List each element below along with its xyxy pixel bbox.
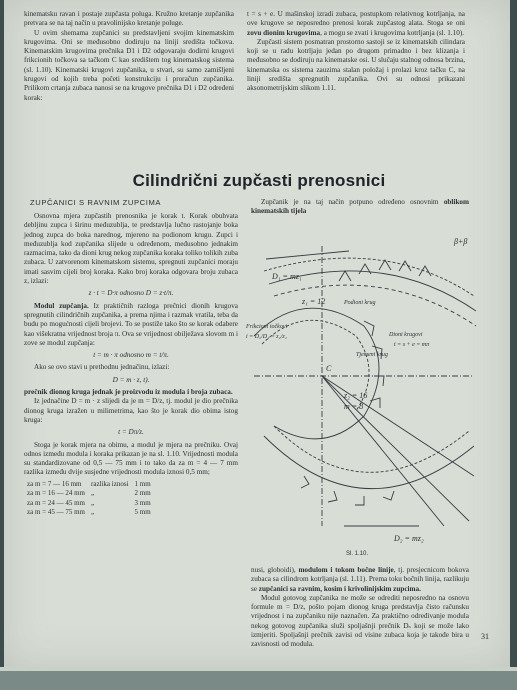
table-row: za m = 16 — 24 mm „ 2 mm bbox=[27, 489, 151, 498]
figure-label: z₁ = 12 bbox=[302, 297, 326, 306]
paragraph: Modul gotovog zupčanika ne može se odrediti neposredno na osnovu formule m = D/z, pošto pojam dionog kruga predstavlja čisto računsku vrijednost i na zupčaniku nije naznačen. Za praktično određivanje modula nekog gotovog zupčanika služi spoljašnji prečnik Dₛ koji se može lako izmjeriti. Spoljašnji prečnik zavisi od visine zubaca koja je takođe bira u zavisnosti od modula. bbox=[251, 593, 469, 649]
paragraph: Zupčasti sistem posmatran prostorno sastoji se iz kinematskih cilindara koji se u radu kotrljaju jedan po drugom primadno i bez klizanja i međusobno se dodiruju na kinematske osi. U slučaju stalnog odnosa brzina, kinematska os sistema zauzima stalan položaj i prolazi kroz tačku C, na liniji središta spregnutih zupčanika. Ovi su odnosi prikazani aksonometrijskim slikom 1.11. bbox=[247, 37, 465, 93]
figure-label: C bbox=[326, 364, 332, 373]
paragraph: nusi, globoidi), modulom i tokom bočne linije, tj. presjecnicom bokova zubaca sa cilindrom kotrljanja (sl. 1.11). Prema toku bočnih linija, razlikuju se zupčanici sa ravnim, kosim i krivolinijskim zupcima. bbox=[251, 566, 469, 593]
lower-gear-outline bbox=[264, 436, 474, 489]
figure-label: m = 8 bbox=[344, 402, 364, 411]
radius-line bbox=[322, 376, 444, 526]
paragraph: kinematsku ravan i postaje zupčasta poluga. Kružno kretanje zupčanika pretvara se na taj način u pravolinijsko kretanje poluge. bbox=[24, 10, 234, 28]
formula: D = m · z, t). bbox=[112, 375, 150, 384]
figure-label: D₂ = mz₂ bbox=[394, 534, 424, 543]
paragraph: Osnovna mjera zupčastih prenosnika je korak t. Korak obuhvata debljinu zupca i širinu međuzublja, te predstavlja lučno rastojanje boka jednog zupca do boka narednog, mjereno na podionom krugu. Zupci i međuzublja kod zupčanika slijede u određenom, međusobno jednakim razmacima, tako da dioni krug nekog zupčanika koraka toliko tolikih zuba zubaca. U zatvorenom kinematskom sistemu, spregnuti zupčanici moraju imati sasvim cijeli broj koraka. Kako broj koraka odgovara broju zubaca z, izlazi: bbox=[24, 212, 238, 286]
right-body-column bbox=[251, 566, 469, 650]
figure-label: β+β bbox=[454, 237, 468, 246]
term-modul: Modul zupčanja. bbox=[34, 301, 89, 310]
right-intro bbox=[251, 198, 469, 217]
module-table bbox=[24, 480, 154, 518]
term-oblik: oblikom kinematskih tijela bbox=[251, 198, 469, 216]
left-body-column bbox=[24, 212, 238, 517]
paragraph: Stoga je korak mjera na obimu, a modul je mjera na prečniku. Ovaj odnos između modula i koraka prikazan je na sl. 1.10. Vrijednosti modula su standardizovane od 0,5 — 75 mm i to tako da za m = 4 — 7 mm razlika između dvije susjedne vrijednosti modula iznosi 0,5 mm; bbox=[24, 440, 238, 477]
table-row: za m = 45 — 75 mm „ 5 mm bbox=[27, 507, 151, 516]
book-page bbox=[4, 0, 510, 667]
figure-caption: Sl. 1.10. bbox=[346, 551, 369, 557]
figure-label: Podioni krug bbox=[344, 300, 376, 306]
figure-label: i = D₂/D₁ = z₂/z₁ bbox=[246, 334, 287, 340]
term-dioni-krugovi: zovu dionim krugovima bbox=[247, 28, 321, 37]
paragraph: Ako se ovo stavi u prethodnu jednačinu, izlazi: bbox=[34, 363, 170, 372]
table-row: za m = 7 — 16 mm razlika iznosi 1 mm bbox=[27, 479, 151, 488]
formula: z · t = D·π odnosno D = z·t/π. bbox=[88, 289, 174, 298]
figure-label: t = s + e = mπ bbox=[394, 342, 430, 348]
paragraph: U ovim shemama zupčanici su predstavljeni svojim kinematskim krugovima. Oni se međusobno dodiruju na liniji središta točkova. Kinematskim krugovima prečnika D1 i D2 odgovaraju dodirni krugovi frikcionih točkova sa tačkom C kao središtem tog kinematskog sistema (sl. 1.10). Kinematski krugovi zupčanika, u stvari, su samo zamišljeni krugovi od kojih treba početi konstrukciju i proračun zupčanika. Prilikom crtanja zubaca nanosi se na krugove prečnika D1 i D2 određeni korak: bbox=[24, 28, 234, 102]
gear-mesh-figure bbox=[244, 226, 479, 546]
figure-label: z₂ = 16 bbox=[344, 391, 368, 400]
table-row: za m = 24 — 45 mm „ 3 mm bbox=[27, 498, 151, 507]
figure-label: D₁ = mz₁ bbox=[272, 272, 302, 281]
rule-heading: prečnik dionog kruga jednak je proizvodu iz modula i broja zubaca. bbox=[24, 388, 233, 397]
background-strip bbox=[0, 667, 517, 690]
paragraph: Zupčanik je na taj način potpuno određeno osnovnim oblikom kinematskih tijela bbox=[251, 198, 469, 216]
section-title: Cilindrični zupčasti prenosnici bbox=[132, 171, 386, 190]
paragraph: t = s + e. U mašinskoj izradi zubaca, postupkom relativnog kotrljanja, na ove krugove se neposredno prenosi korak zupčastog alata. Stoga se oni zovu dionim krugovima, a mogu se zvati i krugovima kotrljanja (sl. 1.10). bbox=[247, 10, 465, 37]
figure-label: Tjemeni krug bbox=[356, 352, 388, 358]
formula: t = m · π odnosno m = t/π. bbox=[93, 351, 169, 360]
paragraph: Modul zupčanja. Iz praktičnih razloga prečnici dionih krugova spregnutih cilindričnih zupčanika, a prema njima i razmak vratila, teba da budu po mogućnosti cijeli brojevi. To se postiže tako što se korak odabere kao višekratna vrijednost broja π. Ova se vrijednost obilježava slovom m i zove se modul zupčanja: bbox=[24, 301, 238, 347]
paragraph: Iz jednačine D = m · z slijedi da je m = D/z, tj. modul je dio prečnika dionog kruga izražen u milimetrima, kao što je korak dio obima istog kruga: bbox=[24, 397, 238, 424]
lower-teeth bbox=[301, 476, 394, 505]
subheading: ZUPČANICI S RAVNIM ZUPCIMA bbox=[30, 198, 162, 207]
dimension-arrow bbox=[266, 251, 349, 259]
page-number: 31 bbox=[481, 632, 489, 641]
top-right-column bbox=[247, 10, 465, 94]
lower-dioni-krug bbox=[274, 426, 469, 472]
top-left-column bbox=[24, 10, 234, 103]
figure-label: Dioni krugovi bbox=[389, 332, 423, 338]
figure-label: Frikcioni točkovi bbox=[246, 324, 288, 330]
formula: t = Dπ/z. bbox=[118, 428, 144, 437]
